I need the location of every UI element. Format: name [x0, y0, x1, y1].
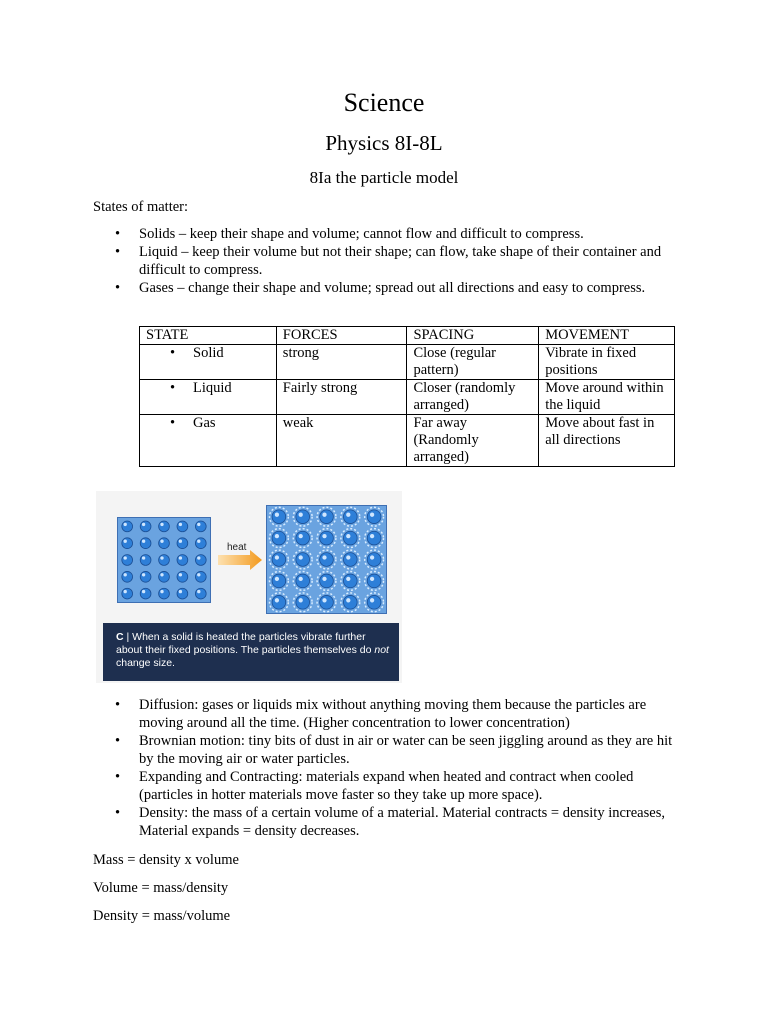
page-subtitle: Physics 8I-8L	[325, 131, 443, 155]
list-item: • Density: the mass of a certain volume of a material. Material contracts = density increases, Material expands = density decreases.	[93, 804, 683, 840]
particle	[343, 510, 357, 524]
particle-highlight	[197, 590, 200, 593]
particle	[296, 574, 310, 588]
state-name: • Gas	[146, 415, 270, 432]
heated-particle-grid	[266, 505, 387, 614]
particle	[343, 531, 357, 545]
particle-highlight	[124, 556, 127, 559]
particle-highlight	[142, 523, 145, 526]
particle-highlight	[346, 534, 350, 538]
particle-highlight	[197, 573, 200, 576]
table-cell: Closer (randomly arranged)	[407, 380, 539, 415]
particle	[320, 510, 334, 524]
particle-highlight	[346, 598, 350, 602]
particle	[272, 574, 286, 588]
particle-highlight	[346, 577, 350, 581]
particle-highlight	[299, 513, 303, 517]
particle-highlight	[197, 523, 200, 526]
section-heading: 8Ia the particle model	[309, 168, 459, 187]
particle-highlight	[346, 513, 350, 517]
column-header-forces: FORCES	[276, 327, 407, 345]
state-name: • Liquid	[146, 380, 270, 397]
particle	[159, 571, 170, 582]
particle	[320, 574, 334, 588]
list-item: • Solids – keep their shape and volume; cannot flow and difficult to compress.	[93, 225, 683, 243]
concepts-list	[93, 696, 683, 840]
particle-highlight	[160, 523, 163, 526]
particle-highlight	[197, 556, 200, 559]
formula-mass: Mass = density x volume	[93, 852, 239, 868]
particle	[343, 595, 357, 609]
particle	[177, 588, 188, 599]
particle-highlight	[275, 577, 279, 581]
particle	[296, 553, 310, 567]
particle	[177, 538, 188, 549]
formula-volume: Volume = mass/density	[93, 880, 229, 896]
table-cell: strong	[276, 345, 407, 380]
column-header-spacing: SPACING	[407, 327, 539, 345]
particle	[272, 553, 286, 567]
particle	[320, 531, 334, 545]
list-item: • Liquid – keep their volume but not their shape; can flow, take shape of their container and difficult to compress.	[93, 243, 683, 279]
particle-highlight	[142, 573, 145, 576]
particle	[272, 531, 286, 545]
particle-highlight	[275, 598, 279, 602]
heat-arrow-icon	[218, 550, 264, 570]
particle	[140, 571, 151, 582]
particle	[159, 538, 170, 549]
particle-highlight	[322, 555, 326, 559]
state-name: • Solid	[146, 345, 270, 362]
table-cell: Move around within the liquid	[539, 380, 675, 415]
particle-highlight	[142, 590, 145, 593]
formula-density: Density = mass/volume	[93, 908, 231, 924]
table-cell: Far away (Randomly arranged)	[407, 415, 539, 467]
particle-grid-large	[267, 506, 386, 613]
particle-highlight	[160, 556, 163, 559]
intro-text: States of matter:	[93, 199, 189, 215]
particle	[140, 588, 151, 599]
particle	[122, 555, 133, 566]
column-header-movement: MOVEMENT	[539, 327, 675, 345]
particle-highlight	[370, 534, 374, 538]
particle-grid-small	[118, 518, 210, 602]
list-item: • Diffusion: gases or liquids mix without anything moving them because the particles are moving around all the time. (Higher concentration to lower concentration)	[93, 696, 683, 732]
particle	[272, 510, 286, 524]
table-cell: Vibrate in fixed positions	[539, 345, 675, 380]
particle-highlight	[179, 556, 182, 559]
particle-highlight	[322, 513, 326, 517]
particle	[296, 595, 310, 609]
particle	[367, 553, 381, 567]
particle-highlight	[124, 590, 127, 593]
particle	[159, 521, 170, 532]
particle	[177, 571, 188, 582]
particle-highlight	[179, 523, 182, 526]
page-title: Science	[343, 88, 425, 117]
particle-highlight	[124, 540, 127, 543]
particle	[140, 555, 151, 566]
particle	[177, 521, 188, 532]
states-list	[93, 225, 683, 297]
particle-highlight	[370, 513, 374, 517]
particle	[195, 538, 206, 549]
particle	[367, 510, 381, 524]
particle-highlight	[322, 534, 326, 538]
table-cell: Move about fast in all directions	[539, 415, 675, 467]
particle-highlight	[370, 577, 374, 581]
particle-highlight	[160, 540, 163, 543]
particle	[159, 588, 170, 599]
figure-caption	[103, 623, 399, 681]
particle-highlight	[124, 573, 127, 576]
particle	[195, 588, 206, 599]
table-row	[140, 380, 675, 415]
table-cell	[140, 380, 277, 415]
particle	[367, 531, 381, 545]
particle-highlight	[299, 577, 303, 581]
particle-highlight	[179, 573, 182, 576]
particle-highlight	[370, 598, 374, 602]
caption-tail: change size.	[116, 657, 175, 669]
particle-highlight	[142, 540, 145, 543]
particle	[140, 521, 151, 532]
particle-highlight	[124, 523, 127, 526]
particle-highlight	[322, 577, 326, 581]
particle	[320, 553, 334, 567]
particle	[343, 553, 357, 567]
particle-highlight	[299, 534, 303, 538]
particle	[177, 555, 188, 566]
particle-highlight	[299, 555, 303, 559]
table-cell: Fairly strong	[276, 380, 407, 415]
particle	[195, 571, 206, 582]
column-header-state: STATE	[140, 327, 277, 345]
caption-emphasis: not	[374, 644, 389, 656]
caption-lead: C	[116, 631, 124, 643]
caption-text: | When a solid is heated the particles vibrate further about their fixed positions. The particles themselves do	[116, 631, 375, 656]
particle-highlight	[197, 540, 200, 543]
table-row	[140, 415, 675, 467]
states-table	[139, 326, 675, 467]
particle-highlight	[160, 590, 163, 593]
particle	[367, 574, 381, 588]
table-row	[140, 345, 675, 380]
particle-highlight	[370, 555, 374, 559]
table-header-row	[140, 327, 675, 345]
particle-highlight	[299, 598, 303, 602]
list-item: • Expanding and Contracting: materials expand when heated and contract when cooled (particles in hotter materials move faster so they take up more space).	[93, 768, 683, 804]
particle	[195, 521, 206, 532]
heat-label: heat	[227, 542, 247, 553]
table-cell: weak	[276, 415, 407, 467]
particle	[296, 531, 310, 545]
solid-particle-grid	[117, 517, 211, 603]
particle	[122, 521, 133, 532]
particle-highlight	[179, 540, 182, 543]
particle-highlight	[275, 534, 279, 538]
table-cell	[140, 345, 277, 380]
table-cell	[140, 415, 277, 467]
particle	[343, 574, 357, 588]
particle	[122, 538, 133, 549]
particle-highlight	[275, 513, 279, 517]
particle	[296, 510, 310, 524]
particle-highlight	[275, 555, 279, 559]
particle-highlight	[346, 555, 350, 559]
particle	[367, 595, 381, 609]
table-cell: Close (regular pattern)	[407, 345, 539, 380]
particle-highlight	[179, 590, 182, 593]
particle-highlight	[322, 598, 326, 602]
particle	[320, 595, 334, 609]
list-item: • Brownian motion: tiny bits of dust in air or water can be seen jiggling around as they are hit by the moving air or water particles.	[93, 732, 683, 768]
particle-highlight	[142, 556, 145, 559]
particle	[122, 588, 133, 599]
particle	[159, 555, 170, 566]
particle	[140, 538, 151, 549]
list-item: • Gases – change their shape and volume; spread out all directions and easy to compress.	[93, 279, 683, 297]
particle	[122, 571, 133, 582]
particle	[272, 595, 286, 609]
particle	[195, 555, 206, 566]
particle-highlight	[160, 573, 163, 576]
